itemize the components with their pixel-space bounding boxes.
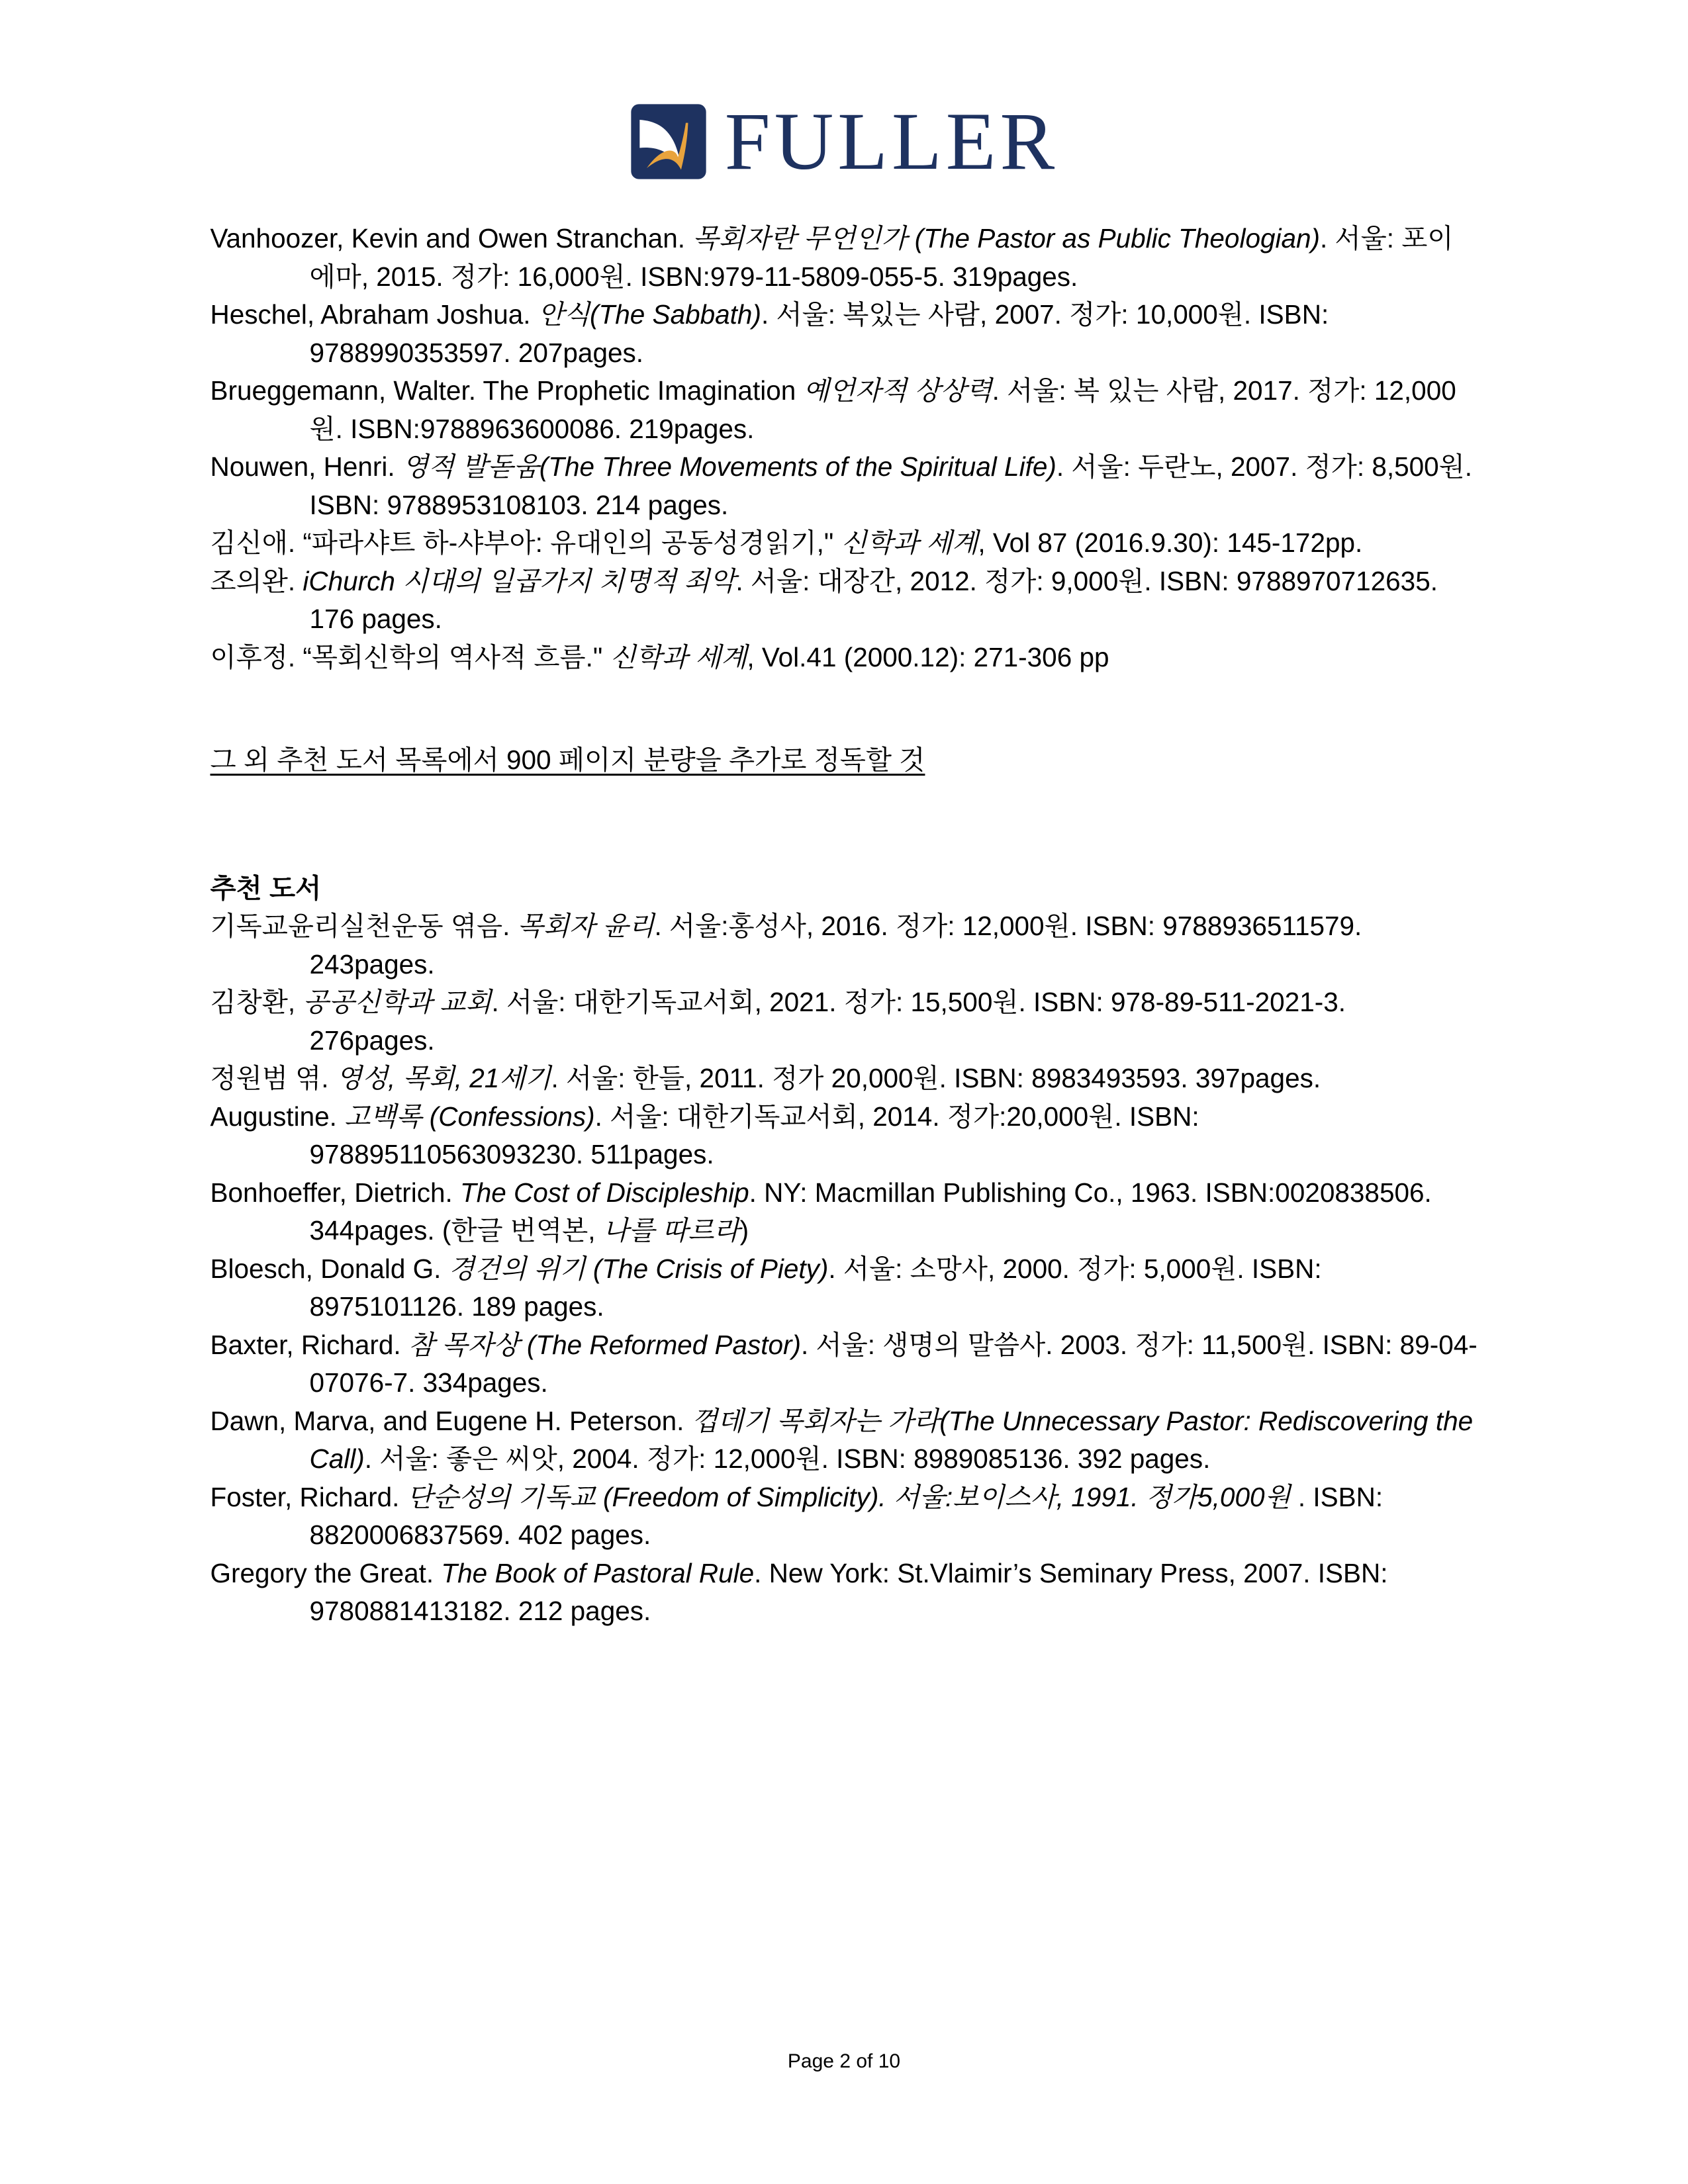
entry-text: Dawn, Marva, and Eugene H. Peterson.	[210, 1405, 692, 1436]
bibliography-entry	[211, 448, 1478, 524]
entry-text: Gregory the Great.	[210, 1557, 442, 1588]
bibliography-entry	[211, 1060, 1478, 1098]
bibliography-entry	[211, 1326, 1478, 1402]
bibliography-entry	[211, 1174, 1478, 1250]
bibliography-entry	[211, 1555, 1478, 1631]
entry-text: 정원범 엮.	[210, 1063, 336, 1093]
entry-title-italic: 목회자 윤리	[517, 911, 655, 941]
fuller-open-book-logo-icon	[630, 103, 708, 181]
entry-text: . 서울: 대장간, 2012. 정가: 9,000원. ISBN: 9788970712635. 176 pages.	[309, 565, 1438, 634]
entry-title-italic: 신학과 세계	[610, 641, 747, 672]
entry-text: )	[739, 1215, 749, 1246]
bibliography-entry	[211, 1098, 1478, 1174]
entry-text: . ISBN: 8820006837569. 402 pages.	[309, 1481, 1383, 1550]
entry-text: , Vol 87 (2016.9.30): 145-172pp.	[978, 527, 1363, 558]
entry-title-italic: The Book of Pastoral Rule	[441, 1557, 755, 1588]
logo-lockup	[630, 96, 1059, 187]
recommended-reading-heading: 추천 도서	[210, 872, 322, 903]
bibliography-entry	[211, 220, 1478, 296]
spacer	[211, 838, 1478, 870]
entry-text: Baxter, Richard.	[210, 1329, 408, 1360]
entry-text: . New York: St.Vlaimir’s Seminary Press, 2007. ISBN: 9780881413182. 212 pages.	[309, 1557, 1388, 1626]
entry-title-italic: 신학과 세계	[841, 527, 978, 558]
entry-text: Bloesch, Donald G.	[210, 1253, 449, 1284]
bibliography-entry	[211, 524, 1478, 563]
entry-text: . NY: Macmillan Publishing Co., 1963. ISBN:0020838506. 344pages. (한글 번역본,	[309, 1177, 1432, 1246]
entry-title-italic: iChurch 시대의 일곱가지 치명적 죄악	[303, 565, 736, 596]
entry-text: Brueggemann, Walter. The Prophetic Imagination	[210, 375, 804, 406]
bibliography-entry	[211, 1250, 1478, 1326]
bibliography-entry	[211, 983, 1478, 1060]
bibliography-entry	[211, 563, 1478, 639]
entry-text: Vanhoozer, Kevin and Owen Stranchan.	[210, 223, 693, 253]
entry-title-italic: 목회자란 무언인가 (The Pastor as Public Theologian)	[692, 223, 1321, 253]
entry-title-italic: 나를 따르라	[602, 1215, 740, 1246]
entry-text: 김신애. “파라샤트 하-샤부아: 유대인의 공동성경읽기,"	[210, 527, 841, 558]
entry-title-italic: 예언자적 상상력	[803, 375, 992, 406]
entry-title-italic: 고백록 (Confessions)	[344, 1101, 595, 1132]
entry-text: . 서울: 소망사, 2000. 정가: 5,000원. ISBN: 8975101126. 189 pages.	[309, 1253, 1322, 1322]
entry-text: Nouwen, Henri.	[210, 451, 402, 482]
entry-title-italic: 영적 발돋움(The Three Movements of the Spiritual Life)	[402, 451, 1056, 482]
entry-text: . 서울: 대한기독교서회, 2014. 정가:20,000원. ISBN: 978895110563093230. 511pages.	[309, 1101, 1199, 1169]
entry-title-italic: 껍데기 목회자는 가라(The Unnecessary Pastor: Rediscovering the Call)	[309, 1405, 1474, 1474]
bibliography-entry	[211, 907, 1478, 983]
bibliography-entry	[211, 372, 1478, 448]
spacer	[211, 676, 1478, 741]
entry-text: Augustine.	[210, 1101, 345, 1132]
additional-reading-note-text: 그 외 추천 도서 목록에서 900 페이지 분량을 추가로 정독할 것	[210, 745, 925, 775]
fuller-wordmark: FULLER	[724, 96, 1059, 187]
entry-text: , Vol.41 (2000.12): 271-306 pp	[747, 641, 1109, 672]
bibliography-entry	[211, 639, 1478, 677]
fuller-logo-header	[0, 0, 1688, 187]
entry-text: . 서울:홍성사, 2016. 정가: 12,000원. ISBN: 9788936511579. 243pages.	[309, 911, 1362, 979]
entry-title-italic: 영성, 목회, 21세기	[336, 1063, 551, 1093]
entry-text: . 서울: 포이에마, 2015. 정가: 16,000원. ISBN:979-11-5809-055-5. 319pages.	[309, 223, 1454, 292]
spacer	[211, 780, 1478, 838]
entry-text: Bonhoeffer, Dietrich.	[210, 1177, 460, 1208]
entry-text: . 서울: 두란노, 2007. 정가: 8,500원. ISBN: 9788953108103. 214 pages.	[309, 451, 1473, 520]
bibliography-entry	[211, 1479, 1478, 1555]
additional-reading-note	[211, 741, 1478, 780]
entry-text: Heschel, Abraham Joshua.	[210, 299, 538, 330]
entry-title-italic: 참 목자상 (The Reformed Pastor)	[408, 1329, 802, 1360]
entry-text: 기독교윤리실천운동 엮음.	[210, 911, 518, 941]
entry-title-italic: 안식(The Sabbath)	[538, 299, 761, 330]
document-body	[211, 183, 1478, 1631]
entry-text: . 서울: 생명의 말씀사. 2003. 정가: 11,500원. ISBN: 89-04-07076-7. 334pages.	[309, 1329, 1477, 1398]
bibliography-entry	[211, 1402, 1478, 1479]
entry-text: . 서울: 대한기독교서회, 2021. 정가: 15,500원. ISBN: 978-89-511-2021-3. 276pages.	[309, 987, 1346, 1056]
entry-text: . 서울: 복있는 사람, 2007. 정가: 10,000원. ISBN: 9788990353597. 207pages.	[309, 299, 1329, 368]
entry-text: 이후정. “목회신학의 역사적 흐름."	[210, 641, 610, 672]
entry-text: . 서울: 좋은 씨앗, 2004. 정가: 12,000원. ISBN: 8989085136. 392 pages.	[364, 1443, 1211, 1474]
entry-text: . 서울: 한들, 2011. 정가 20,000원. ISBN: 8983493593. 397pages.	[551, 1063, 1321, 1093]
entry-text: 김창환,	[210, 987, 303, 1017]
entry-title-italic: 경건의 위기 (The Crisis of Piety)	[448, 1253, 829, 1284]
page-number-label: Page 2 of 10	[787, 2050, 901, 2072]
required-reading-list	[211, 220, 1478, 676]
entry-title-italic: 단순성의 기독교 (Freedom of Simplicity). 서울:보이스사, 1991. 정가5,000원	[406, 1481, 1291, 1512]
entry-text: 조의완.	[210, 565, 303, 596]
entry-text: . 서울: 복 있는 사람, 2017. 정가: 12,000원. ISBN:9788963600086. 219pages.	[309, 375, 1456, 444]
entry-title-italic: The Cost of Discipleship	[459, 1177, 749, 1208]
bibliography-entry	[211, 296, 1478, 372]
page-footer	[0, 2050, 1688, 2073]
recommended-reading-list	[211, 907, 1478, 1631]
entry-text: Foster, Richard.	[210, 1481, 407, 1512]
entry-title-italic: 공공신학과 교회	[303, 987, 492, 1017]
